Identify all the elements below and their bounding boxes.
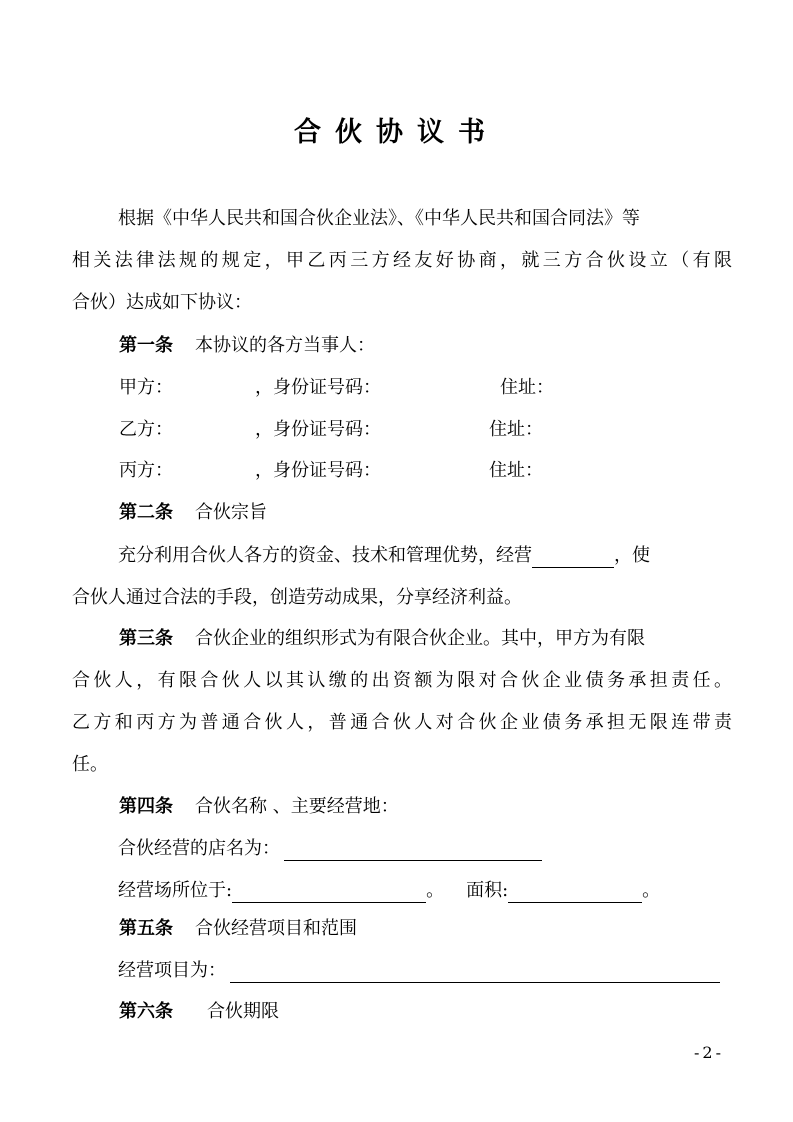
document-title: 合伙协议书 [294, 117, 499, 148]
area-blank[interactable] [508, 882, 642, 903]
article-4-heading: 第四条 [119, 796, 173, 817]
store-name-row [118, 837, 542, 861]
intro-line-3: 合伙）达成如下协议： [72, 292, 252, 313]
site-end: 。 [426, 880, 445, 901]
intro-line-1: 根据《中华人民共和国合伙企业法》、《中华人民共和国合同法》等 [118, 208, 640, 229]
article-2-text: 合伙宗旨 [195, 502, 267, 523]
article-6 [119, 1000, 279, 1024]
party-b-address-label: 住址： [489, 419, 543, 440]
article-2-heading: 第二条 [119, 502, 173, 523]
store-name-blank[interactable] [284, 840, 542, 861]
party-a-id-label: ，身份证号码： [255, 377, 381, 398]
party-b-id-label: ，身份证号码： [255, 419, 381, 440]
article-3-heading: 第三条 [119, 628, 173, 649]
article-3-line-3: 乙方和丙方为普通合伙人，普通合伙人对合伙企业债务承担无限连带责 [72, 712, 732, 733]
article-5-heading: 第五条 [119, 918, 173, 939]
scope-label: 经营项目为： [118, 960, 226, 981]
scope-blank[interactable] [230, 962, 720, 983]
article-5-text: 合伙经营项目和范围 [195, 918, 357, 939]
party-c-id-label: ，身份证号码： [255, 460, 381, 481]
site-blank[interactable] [232, 882, 426, 903]
article-2-line-2: 合伙人通过合法的手段，创造劳动成果，分享经济利益。 [72, 587, 522, 608]
article-4 [119, 795, 399, 819]
article-2 [119, 501, 267, 525]
party-c-label: 丙方： [119, 460, 173, 481]
article-4-text: 合伙名称 、主要经营地： [195, 796, 399, 817]
article-6-text: 合伙期限 [207, 1001, 279, 1022]
site-row [118, 879, 660, 903]
article-2-line-1 [118, 544, 650, 568]
article-1 [119, 334, 375, 358]
party-c-address-label: 住址： [489, 460, 543, 481]
area-label: 面积: [466, 880, 509, 901]
page-number: -2- [694, 1043, 724, 1062]
business-blank[interactable] [532, 547, 614, 568]
article-5 [119, 917, 357, 941]
scope-row [118, 959, 720, 983]
party-b-label: 乙方： [119, 419, 173, 440]
article-3-line-4: 任。 [72, 754, 108, 775]
article-1-heading: 第一条 [119, 335, 173, 356]
party-a-label: 甲方： [119, 377, 173, 398]
site-label: 经营场所位于: [118, 880, 233, 901]
article-3-text: 合伙企业的组织形式为有限合伙企业。其中，甲方为有限 [195, 628, 645, 649]
area-end: 。 [642, 880, 661, 901]
intro-line-2: 相关法律法规的规定，甲乙丙三方经友好协商，就三方合伙设立（有限 [72, 250, 732, 271]
article-1-text: 本协议的各方当事人： [195, 335, 375, 356]
article-3-line-2: 合伙人，有限合伙人以其认缴的出资额为限对合伙企业债务承担责任。 [72, 670, 732, 691]
article-2-line-1-end: ，使 [614, 545, 650, 566]
article-2-line-1-text: 充分利用合伙人各方的资金、技术和管理优势，经营 [118, 545, 532, 566]
store-name-label: 合伙经营的店名为： [118, 838, 280, 859]
party-a-address-label: 住址： [500, 377, 554, 398]
article-6-heading: 第六条 [119, 1001, 173, 1022]
article-3-line-1 [119, 627, 645, 651]
